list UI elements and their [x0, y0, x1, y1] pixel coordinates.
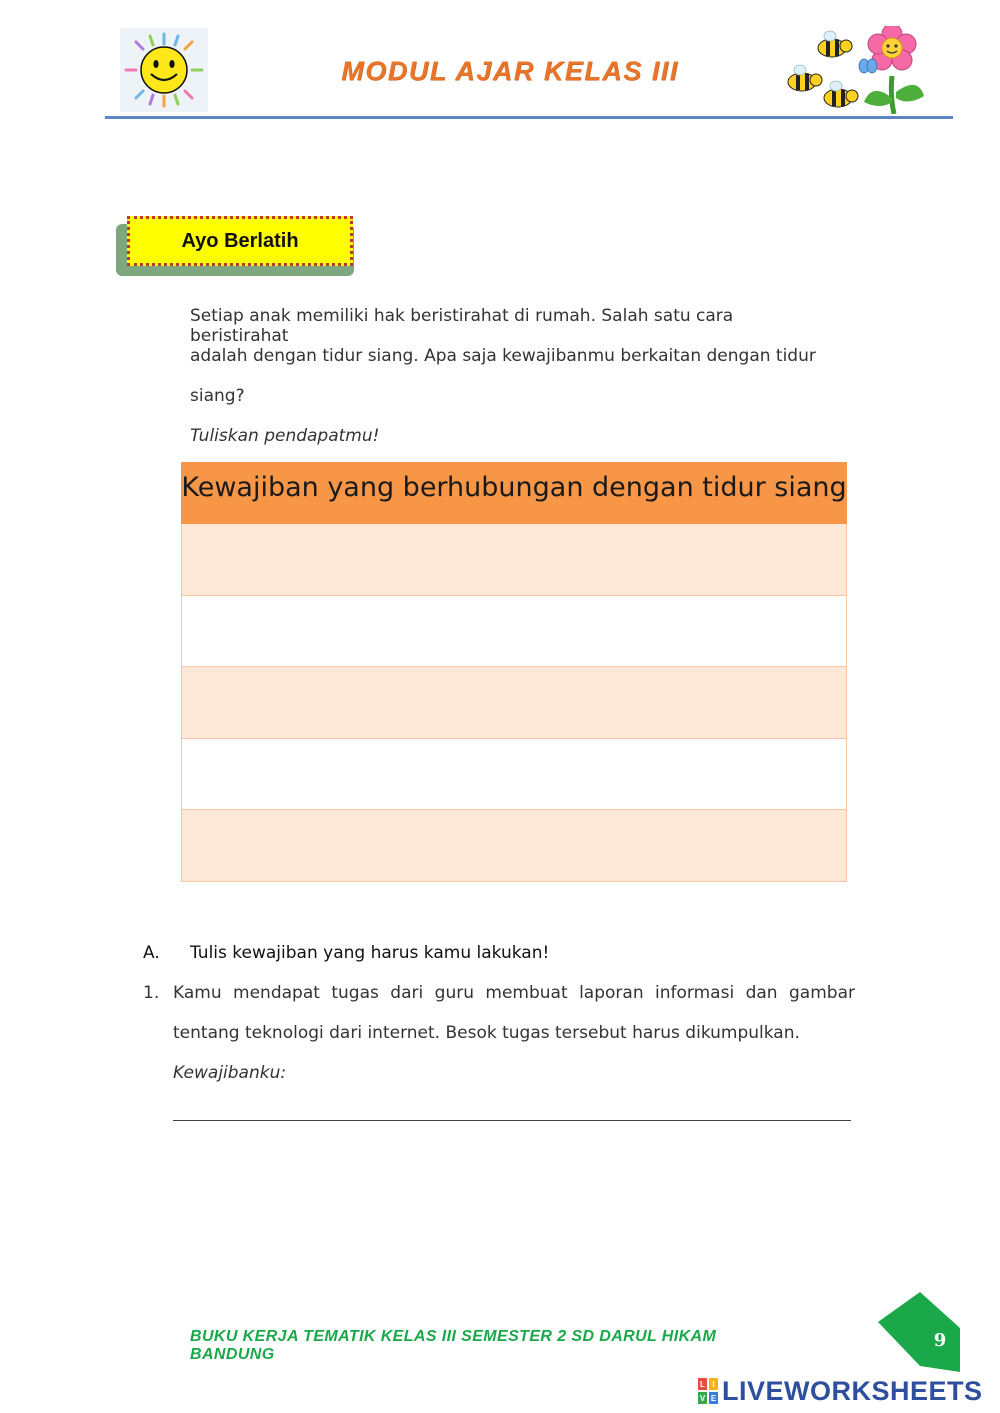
section-badge-label: Ayo Berlatih: [181, 230, 299, 252]
question-1-line-1: Kamu mendapat tugas dari guru membuat laporan informasi dan gambar: [173, 983, 855, 1003]
question-1-line-2: tentang teknologi dari internet. Besok tugas tersebut harus dikumpulkan.: [173, 1023, 800, 1043]
answer-row-3[interactable]: [181, 667, 847, 739]
answer-row-5[interactable]: [181, 810, 847, 882]
answer-label: Kewajibanku:: [173, 1063, 287, 1083]
section-a-letter: A.: [143, 943, 160, 963]
answer-row-4[interactable]: [181, 739, 847, 811]
intro-line-2: adalah dengan tidur siang. Apa saja kewajibanmu berkaitan dengan tidur: [190, 346, 816, 366]
svg-text:E: E: [710, 1394, 717, 1403]
sun-icon: [120, 28, 208, 112]
question-1-number: 1.: [143, 983, 160, 1003]
intro-line-3: siang?: [190, 386, 245, 406]
answer-row-1[interactable]: [181, 524, 847, 596]
answer-row-2[interactable]: [181, 596, 847, 668]
intro-instruction: Tuliskan pendapatmu!: [190, 426, 380, 446]
section-a-heading: Tulis kewajiban yang harus kamu lakukan!: [190, 943, 550, 963]
svg-text:V: V: [699, 1394, 706, 1403]
table-header: Kewajiban yang berhubungan dengan tidur siang: [181, 462, 847, 524]
footer-text: BUKU KERJA TEMATIK KELAS III SEMESTER 2 SD DARUL HIKAM BANDUNG: [190, 1328, 717, 1363]
svg-text:I: I: [712, 1380, 715, 1389]
header-title: MODUL AJAR KELAS III: [341, 56, 679, 86]
answer-table: [181, 462, 847, 882]
page-number: 9: [933, 1330, 947, 1351]
svg-text:L: L: [700, 1380, 705, 1389]
answer-line-input[interactable]: [173, 1120, 851, 1121]
liveworksheets-watermark[interactable]: LIVEWORKSHEETS: [722, 1376, 983, 1406]
header-divider: [105, 116, 953, 119]
page-number-tab: [872, 1290, 972, 1380]
bees-and-flower-icon: [780, 26, 925, 114]
intro-line-1: Setiap anak memiliki hak beristirahat di rumah. Salah satu cara beristirahat: [190, 306, 734, 346]
liveworksheets-logo: [698, 1378, 718, 1404]
